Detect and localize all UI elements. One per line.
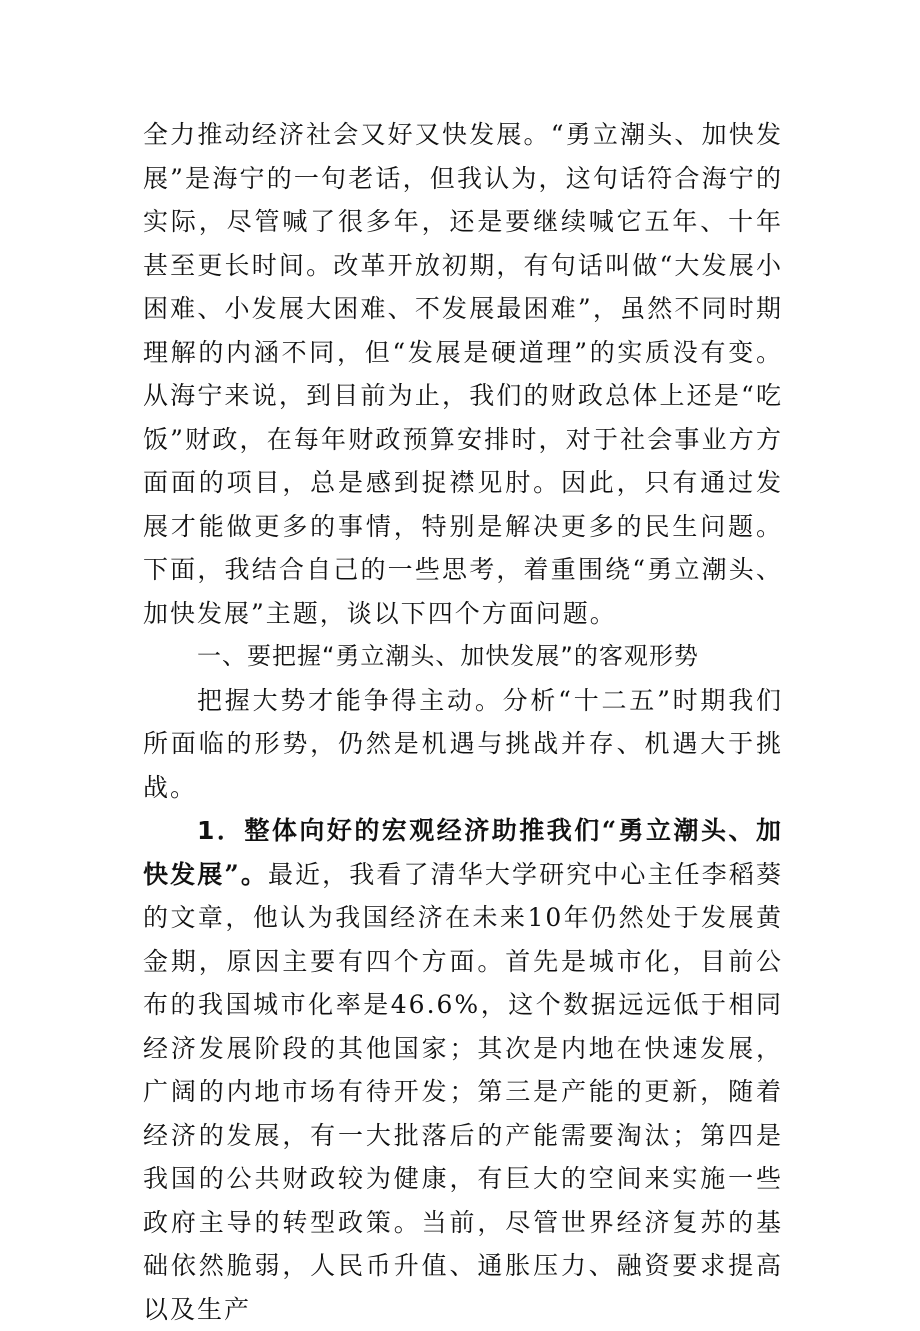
point-1-paragraph — [143, 809, 783, 1331]
section-heading: 一、要把握“勇立潮头、加快发展”的客观形势 — [197, 642, 699, 670]
document-body — [143, 113, 783, 1331]
point-1-number: 1． — [197, 816, 245, 845]
opening-paragraph: 全力推动经济社会又好又快发展。“勇立潮头、加快发展”是海宁的一句老话，但我认为，这句话符合海宁的实际，尽管喊了很多年，还是要继续喊它五年、十年甚至更长时间。改革开放初期，有句话叫做“大发展小困难、小发展大困难、不发展最困难”，虽然不同时期理解的内涵不同，但“发展是硬道理”的实质没有变。从海宁来说，到目前为止，我们的财政总体上还是“吃饭”财政，在每年财政预算安排时，对于社会事业方方面面的项目，总是感到捉襟见肘。因此，只有通过发展才能做更多的事情，特别是解决更多的民生问题。下面，我结合自己的一些思考，着重围绕“勇立潮头、加快发展”主题，谈以下四个方面问题。 — [143, 120, 783, 628]
point-1-body: 最近，我看了清华大学研究中心主任李稻葵的文章，他认为我国经济在未来10年仍然处于发展黄金期，原因主要有四个方面。首先是城市化，目前公布的我国城市化率是46.6%，这个数据远远低于相同经济发展阶段的其他国家；其次是内地在快速发展，广阔的内地市场有待开发；第三是产能的更新，随着经济的发展，有一大批落后的产能需要淘汰；第四是我国的公共财政较为健康，有巨大的空间来实施一些政府主导的转型政策。当前，尽管世界经济复苏的基础依然脆弱，人民币升值、通胀压力、融资要求提高以及生产 — [143, 859, 783, 1324]
point-1-title: 整体向好的宏观经济助推我们“勇立潮头、加快发展”。 — [143, 816, 783, 889]
intro-paragraph: 把握大势才能争得主动。分析“十二五”时期我们所面临的形势，仍然是机遇与挑战并存、机遇大于挑战。 — [143, 685, 783, 802]
